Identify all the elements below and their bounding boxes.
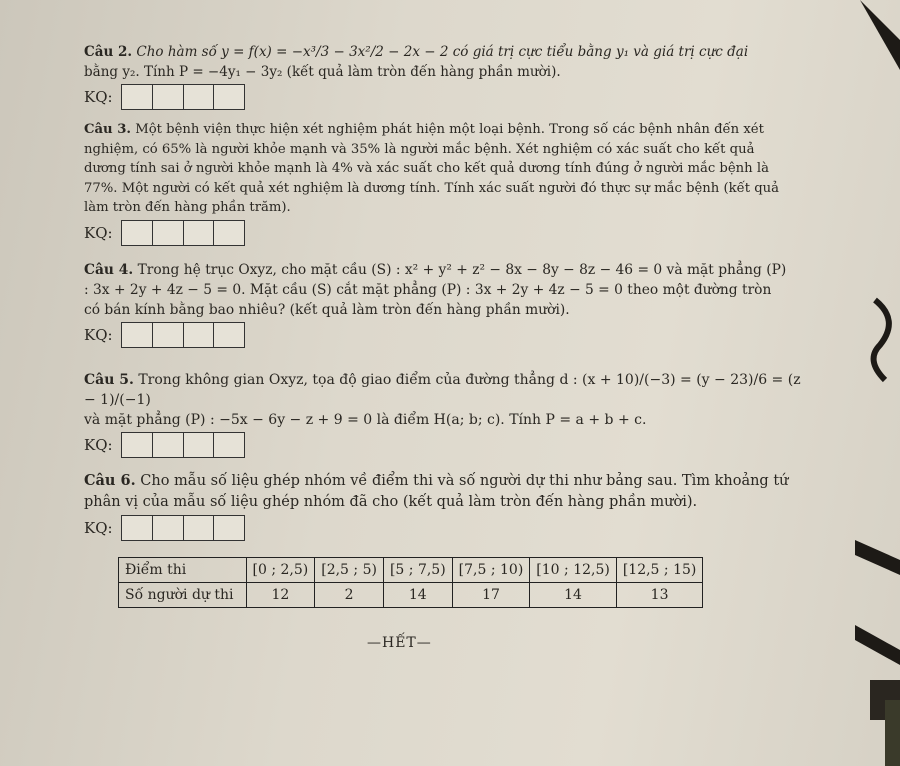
question-5 [84, 370, 804, 458]
question-2 [84, 42, 804, 110]
question-2-line-2: bằng y₂. Tính P = −4y₁ − 3y₂ (kết quả làm tròn đến hàng phần mười). [84, 64, 561, 80]
table-cell-count: 12 [246, 583, 315, 608]
answer-row-3 [84, 220, 799, 246]
answer-label: KQ: [84, 436, 113, 454]
question-6-text: Cho mẫu số liệu ghép nhóm về điểm thi và số người dự thi như bảng sau. Tìm khoảng tứ phân vị của mẫu số liệu ghép nhóm đã cho (kết quả làm tròn đến hàng phần mười). [84, 473, 789, 510]
table-cell-interval: [2,5 ; 5) [315, 558, 384, 583]
answer-row-6 [84, 515, 794, 541]
answer-label: KQ: [84, 223, 113, 242]
question-6 [84, 470, 794, 541]
answer-boxes-3[interactable] [123, 220, 246, 246]
table-cell-count: 13 [616, 583, 703, 608]
answer-label: KQ: [84, 519, 113, 537]
question-5-line-1: Trong không gian Oxyz, tọa độ giao điểm của đường thẳng d : (x + 10)/(−3) = (y − 23)/6 = (z − 1)/(−1) [84, 372, 801, 408]
table-cell-interval: [12,5 ; 15) [616, 558, 703, 583]
end-marker: —HẾT— [367, 635, 432, 651]
table-cell-count: 14 [383, 583, 452, 608]
answer-row-2 [84, 84, 804, 110]
question-3-number: Câu 3. [84, 122, 131, 137]
table-cell-interval: [5 ; 7,5) [383, 558, 452, 583]
answer-label: KQ: [84, 326, 113, 344]
table-header-counts: Số người dự thi [119, 583, 247, 608]
table-header-scores: Điểm thi [119, 558, 247, 583]
grouped-data-table [118, 557, 703, 608]
question-4 [84, 260, 789, 348]
table-cell-count: 2 [315, 583, 384, 608]
table-cell-interval: [0 ; 2,5) [246, 558, 315, 583]
answer-boxes-5[interactable] [123, 432, 246, 458]
question-4-number: Câu 4. [84, 262, 134, 278]
answer-row-4 [84, 322, 789, 348]
question-2-line-1: Cho hàm số y = f(x) = −x³/3 − 3x²/2 − 2x − 2 có giá trị cực tiểu bằng y₁ và giá trị cực đại [136, 44, 749, 60]
question-4-text: Trong hệ trục Oxyz, cho mặt cầu (S) : x² + y² + z² − 8x − 8y − 8z − 46 = 0 và mặt phẳng (P) : 3x + 2y + 4z − 5 = 0. Mặt cầu (S) cắt mặt phẳng (P) : 3x + 2y + 4z − 5 = 0 theo một đường tròn có bán kính bằng bao nhiêu? (kết quả làm tròn đến hàng phần mười). [84, 262, 787, 318]
answer-row-5 [84, 432, 804, 458]
question-3 [84, 120, 799, 246]
table-cell-count: 14 [530, 583, 617, 608]
question-5-line-2: và mặt phẳng (P) : −5x − 6y − z + 9 = 0 là điểm H(a; b; c). Tính P = a + b + c. [84, 412, 647, 428]
answer-boxes-2[interactable] [123, 84, 246, 110]
answer-boxes-4[interactable] [123, 322, 246, 348]
table-cell-count: 17 [452, 583, 530, 608]
answer-boxes-6[interactable] [123, 515, 246, 541]
question-3-text: Một bệnh viện thực hiện xét nghiệm phát hiện một loại bệnh. Trong số các bệnh nhân đến xét nghiệm, có 65% là người khỏe mạnh và 35% là người mắc bệnh. Xét nghiệm có xác suất cho kết quả dương tính sai ở người khỏe mạnh là 4% và xác suất cho kết quả dương tính đúng ở người mắc bệnh là 77%. Một người có kết quả xét nghiệm là dương tính. Tính xác suất người đó thực sự mắc bệnh (kết quả làm tròn đến hàng phần trăm). [84, 122, 780, 215]
table-row-counts [119, 583, 703, 608]
answer-label: KQ: [84, 88, 113, 106]
table-row-scores [119, 558, 703, 583]
background-edge-decoration [840, 0, 900, 766]
table-cell-interval: [7,5 ; 10) [452, 558, 530, 583]
table-cell-interval: [10 ; 12,5) [530, 558, 617, 583]
question-2-number: Câu 2. [84, 44, 133, 60]
question-5-number: Câu 5. [84, 372, 134, 388]
question-6-number: Câu 6. [84, 472, 136, 489]
